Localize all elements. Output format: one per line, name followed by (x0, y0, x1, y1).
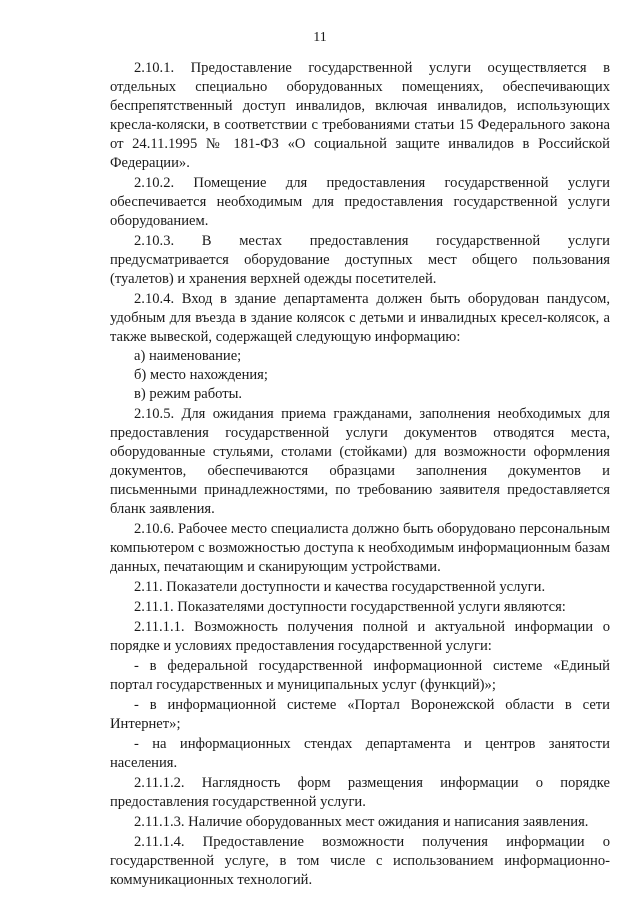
paragraph-2-10-3: 2.10.3. В местах предоставления государственной услуги предусматривается оборудование доступных мест общего пользования (туалетов) и хранения верхней одежды посетителей. (110, 233, 610, 287)
list-item-v: в) режим работы. (134, 386, 243, 402)
paragraph-2-10-1: 2.10.1. Предоставление государственной услуги осуществляется в отдельных специально оборудованных помещениях, обеспечивающих беспрепятственный доступ инвалидов, включая инвалидов, использующих кресла-коляски, в соответствии с требованиями статьи 15 Федерального закона от 24.11.1995 № 181-ФЗ «О социальной защите инвалидов в Российской Федерации». (110, 60, 610, 171)
paragraph-2-10-5: 2.10.5. Для ожидания приема гражданами, заполнения необходимых для предоставления государственной услуги документов отводятся места, оборудованные стульями, столами (стойками) для возможности оформления документов, обеспечиваются образцами заполнения документов и письменными принадлежностями, по требованию заявителя предоставляется бланк заявления. (110, 406, 610, 517)
page-number: 11 (313, 30, 327, 45)
bullet-portal-voronezh: - в информационной системе «Портал Воронежской области в сети Интернет»; (110, 697, 610, 732)
list-item-b: б) место нахождения; (134, 367, 268, 383)
bullet-epgu: - в федеральной государственной информационной системе «Единый портал государственных и муниципальных услуг (функций)»; (110, 658, 610, 693)
paragraph-2-11-1: 2.11.1. Показателями доступности государственной услуги являются: (134, 599, 566, 615)
paragraph-2-11-1-2: 2.11.1.2. Наглядность форм размещения информации о порядке предоставления государственной услуги. (110, 775, 610, 810)
paragraph-2-10-4: 2.10.4. Вход в здание департамента должен быть оборудован пандусом, удобным для въезда в здание колясок с детьми и инвалидных кресел-колясок, а также вывеской, содержащей следующую информацию: (110, 291, 610, 345)
paragraph-2-11: 2.11. Показатели доступности и качества государственной услуги. (134, 579, 546, 595)
bullet-info-stands: - на информационных стендах департамента и центров занятости населения. (110, 736, 610, 771)
paragraph-2-11-1-4: 2.11.1.4. Предоставление возможности получения информации о государственной услуге, в том числе с использованием информационно-коммуникационных технологий. (110, 834, 610, 888)
paragraph-2-11-1-1: 2.11.1.1. Возможность получения полной и актуальной информации о порядке и условиях предоставления государственной услуги: (110, 619, 610, 654)
paragraph-2-11-1-3: 2.11.1.3. Наличие оборудованных мест ожидания и написания заявления. (134, 814, 589, 830)
document-body (110, 58, 610, 890)
paragraph-2-10-6: 2.10.6. Рабочее место специалиста должно быть оборудовано персональным компьютером с возможностью доступа к необходимым информационным базам данных, печатающим и сканирующим устройствами. (110, 521, 610, 575)
paragraph-2-10-2: 2.10.2. Помещение для предоставления государственной услуги обеспечивается необходимым для предоставления государственной услуги оборудованием. (110, 175, 610, 229)
list-item-a: а) наименование; (134, 348, 242, 364)
